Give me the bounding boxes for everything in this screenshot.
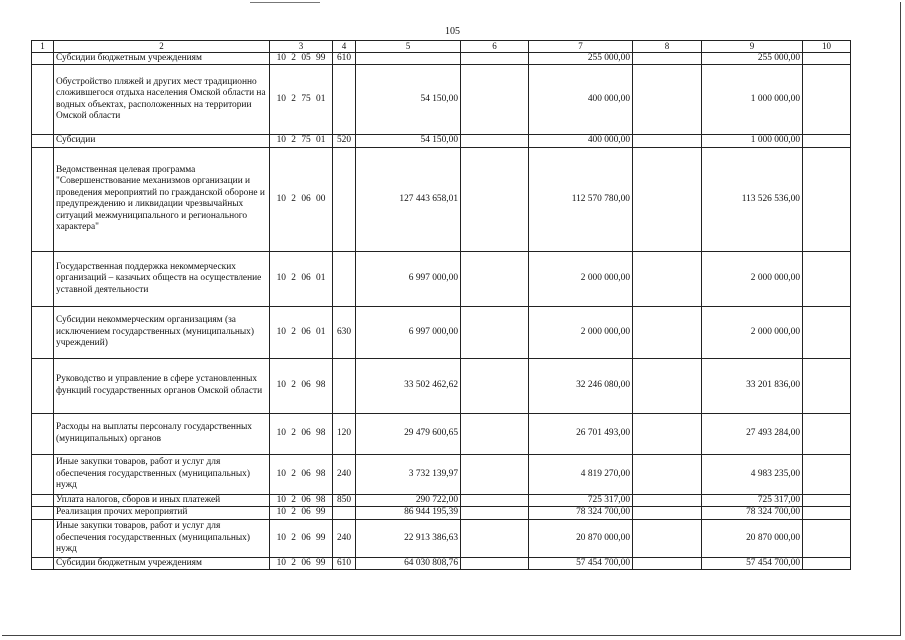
row-number-cell [32, 251, 54, 306]
target-code-cell: 10 2 06 00 [270, 147, 333, 251]
amount-cell-c5: 6 997 000,00 [356, 251, 461, 306]
table-row [32, 557, 851, 569]
table-row [32, 494, 851, 506]
amount-cell-c8 [633, 306, 702, 358]
column-header: 10 [803, 41, 851, 53]
item-name-cell: Субсидии бюджетным учреждениям [54, 557, 270, 569]
amount-cell-c6 [461, 519, 529, 557]
item-name-cell: Субсидии некоммерческим организациям (за исключением государственных (муниципальных) учреждений) [54, 306, 270, 358]
amount-cell-c8 [633, 507, 702, 519]
expense-type-cell [333, 147, 356, 251]
amount-cell-c5: 127 443 658,01 [356, 147, 461, 251]
amount-cell-c6 [461, 454, 529, 494]
table-row [32, 65, 851, 135]
amount-cell-c5: 29 479 600,65 [356, 413, 461, 454]
expense-type-cell: 850 [333, 494, 356, 506]
table-row [32, 358, 851, 413]
expense-type-cell: 630 [333, 306, 356, 358]
page-number: 105 [445, 26, 460, 37]
amount-cell-c6 [461, 65, 529, 135]
amount-cell-c9: 2 000 000,00 [702, 251, 803, 306]
target-code-cell: 10 2 06 99 [270, 557, 333, 569]
amount-cell-c10 [803, 454, 851, 494]
column-header: 1 [32, 41, 54, 53]
amount-cell-c5 [356, 52, 461, 64]
amount-cell-c10 [803, 65, 851, 135]
amount-cell-c10 [803, 494, 851, 506]
table-row [32, 306, 851, 358]
amount-cell-c5: 54 150,00 [356, 65, 461, 135]
amount-cell-c6 [461, 494, 529, 506]
amount-cell-c7: 2 000 000,00 [529, 251, 633, 306]
amount-cell-c10 [803, 507, 851, 519]
column-header: 6 [461, 41, 529, 53]
amount-cell-c7: 725 317,00 [529, 494, 633, 506]
amount-cell-c5: 6 997 000,00 [356, 306, 461, 358]
amount-cell-c7: 4 819 270,00 [529, 454, 633, 494]
amount-cell-c9: 113 526 536,00 [702, 147, 803, 251]
item-name-cell: Государственная поддержка некоммерческих организаций – казачьих обществ на осуществление уставной деятельности [54, 251, 270, 306]
row-number-cell [32, 413, 54, 454]
column-header: 4 [333, 41, 356, 53]
budget-table [31, 40, 851, 570]
expense-type-cell: 520 [333, 135, 356, 147]
amount-cell-c10 [803, 135, 851, 147]
row-number-cell [32, 147, 54, 251]
target-code-cell: 10 2 06 99 [270, 507, 333, 519]
amount-cell-c7: 2 000 000,00 [529, 306, 633, 358]
amount-cell-c10 [803, 147, 851, 251]
amount-cell-c9: 33 201 836,00 [702, 358, 803, 413]
expense-type-cell [333, 507, 356, 519]
expense-type-cell: 120 [333, 413, 356, 454]
top-rule [250, 2, 320, 3]
column-header: 7 [529, 41, 633, 53]
column-header: 2 [54, 41, 270, 53]
amount-cell-c9: 255 000,00 [702, 52, 803, 64]
item-name-cell: Иные закупки товаров, работ и услуг для обеспечения государственных (муниципальных) нужд [54, 519, 270, 557]
amount-cell-c6 [461, 251, 529, 306]
amount-cell-c8 [633, 147, 702, 251]
amount-cell-c6 [461, 557, 529, 569]
item-name-cell: Реализация прочих мероприятий [54, 507, 270, 519]
item-name-cell: Уплата налогов, сборов и иных платежей [54, 494, 270, 506]
amount-cell-c8 [633, 65, 702, 135]
amount-cell-c7: 400 000,00 [529, 135, 633, 147]
row-number-cell [32, 519, 54, 557]
target-code-cell: 10 2 06 98 [270, 454, 333, 494]
amount-cell-c5: 33 502 462,62 [356, 358, 461, 413]
column-header: 9 [702, 41, 803, 53]
amount-cell-c9: 20 870 000,00 [702, 519, 803, 557]
amount-cell-c5: 290 722,00 [356, 494, 461, 506]
amount-cell-c5: 54 150,00 [356, 135, 461, 147]
row-number-cell [32, 358, 54, 413]
target-code-cell: 10 2 75 01 [270, 65, 333, 135]
table-row [32, 454, 851, 494]
expense-type-cell [333, 65, 356, 135]
amount-cell-c10 [803, 52, 851, 64]
amount-cell-c6 [461, 306, 529, 358]
item-name-cell: Субсидии [54, 135, 270, 147]
amount-cell-c7: 57 454 700,00 [529, 557, 633, 569]
amount-cell-c7: 112 570 780,00 [529, 147, 633, 251]
expense-type-cell [333, 251, 356, 306]
target-code-cell: 10 2 06 99 [270, 519, 333, 557]
amount-cell-c8 [633, 52, 702, 64]
amount-cell-c7: 400 000,00 [529, 65, 633, 135]
amount-cell-c5: 3 732 139,97 [356, 454, 461, 494]
amount-cell-c6 [461, 147, 529, 251]
amount-cell-c7: 20 870 000,00 [529, 519, 633, 557]
expense-type-cell: 240 [333, 454, 356, 494]
amount-cell-c5: 86 944 195,39 [356, 507, 461, 519]
amount-cell-c8 [633, 413, 702, 454]
row-number-cell [32, 52, 54, 64]
table-row [32, 52, 851, 64]
item-name-cell: Ведомственная целевая программа "Совершенствование механизмов организации и проведения мероприятий по гражданской обороне и предупреждению и ликвидации чрезвычайных ситуаций межмуниципального и регионального характера" [54, 147, 270, 251]
row-number-cell [32, 507, 54, 519]
target-code-cell: 10 2 06 01 [270, 306, 333, 358]
amount-cell-c9: 4 983 235,00 [702, 454, 803, 494]
table-row [32, 519, 851, 557]
item-name-cell: Обустройство пляжей и других мест традиционно сложившегося отдыха населения Омской области на водных объектах, расположенных на территории Омской области [54, 65, 270, 135]
amount-cell-c6 [461, 413, 529, 454]
expense-type-cell: 610 [333, 52, 356, 64]
amount-cell-c7: 32 246 080,00 [529, 358, 633, 413]
row-number-cell [32, 557, 54, 569]
amount-cell-c10 [803, 413, 851, 454]
amount-cell-c8 [633, 251, 702, 306]
table-row [32, 413, 851, 454]
amount-cell-c9: 725 317,00 [702, 494, 803, 506]
target-code-cell: 10 2 06 98 [270, 413, 333, 454]
item-name-cell: Руководство и управление в сфере установленных функций государственных органов Омской области [54, 358, 270, 413]
item-name-cell: Иные закупки товаров, работ и услуг для обеспечения государственных (муниципальных) нужд [54, 454, 270, 494]
target-code-cell: 10 2 06 98 [270, 358, 333, 413]
amount-cell-c7: 78 324 700,00 [529, 507, 633, 519]
row-number-cell [32, 494, 54, 506]
amount-cell-c7: 255 000,00 [529, 52, 633, 64]
table-row [32, 147, 851, 251]
amount-cell-c8 [633, 557, 702, 569]
amount-cell-c8 [633, 135, 702, 147]
expense-type-cell [333, 358, 356, 413]
target-code-cell: 10 2 75 01 [270, 135, 333, 147]
column-header: 5 [356, 41, 461, 53]
amount-cell-c8 [633, 519, 702, 557]
amount-cell-c10 [803, 519, 851, 557]
target-code-cell: 10 2 06 98 [270, 494, 333, 506]
table-row [32, 507, 851, 519]
amount-cell-c9: 27 493 284,00 [702, 413, 803, 454]
table-header-row [32, 41, 851, 53]
amount-cell-c10 [803, 306, 851, 358]
column-header: 3 [270, 41, 333, 53]
amount-cell-c9: 57 454 700,00 [702, 557, 803, 569]
amount-cell-c6 [461, 358, 529, 413]
item-name-cell: Расходы на выплаты персоналу государственных (муниципальных) органов [54, 413, 270, 454]
target-code-cell: 10 2 05 99 [270, 52, 333, 64]
amount-cell-c9: 1 000 000,00 [702, 65, 803, 135]
row-number-cell [32, 306, 54, 358]
item-name-cell: Субсидии бюджетным учреждениям [54, 52, 270, 64]
row-number-cell [32, 135, 54, 147]
amount-cell-c10 [803, 557, 851, 569]
column-header: 8 [633, 41, 702, 53]
amount-cell-c9: 78 324 700,00 [702, 507, 803, 519]
amount-cell-c9: 1 000 000,00 [702, 135, 803, 147]
amount-cell-c9: 2 000 000,00 [702, 306, 803, 358]
amount-cell-c10 [803, 251, 851, 306]
target-code-cell: 10 2 06 01 [270, 251, 333, 306]
amount-cell-c8 [633, 454, 702, 494]
amount-cell-c8 [633, 494, 702, 506]
amount-cell-c8 [633, 358, 702, 413]
amount-cell-c10 [803, 358, 851, 413]
amount-cell-c6 [461, 507, 529, 519]
amount-cell-c6 [461, 135, 529, 147]
amount-cell-c5: 64 030 808,76 [356, 557, 461, 569]
amount-cell-c6 [461, 52, 529, 64]
table-row [32, 251, 851, 306]
row-number-cell [32, 454, 54, 494]
row-number-cell [32, 65, 54, 135]
expense-type-cell: 240 [333, 519, 356, 557]
table-row [32, 135, 851, 147]
expense-type-cell: 610 [333, 557, 356, 569]
amount-cell-c5: 22 913 386,63 [356, 519, 461, 557]
amount-cell-c7: 26 701 493,00 [529, 413, 633, 454]
